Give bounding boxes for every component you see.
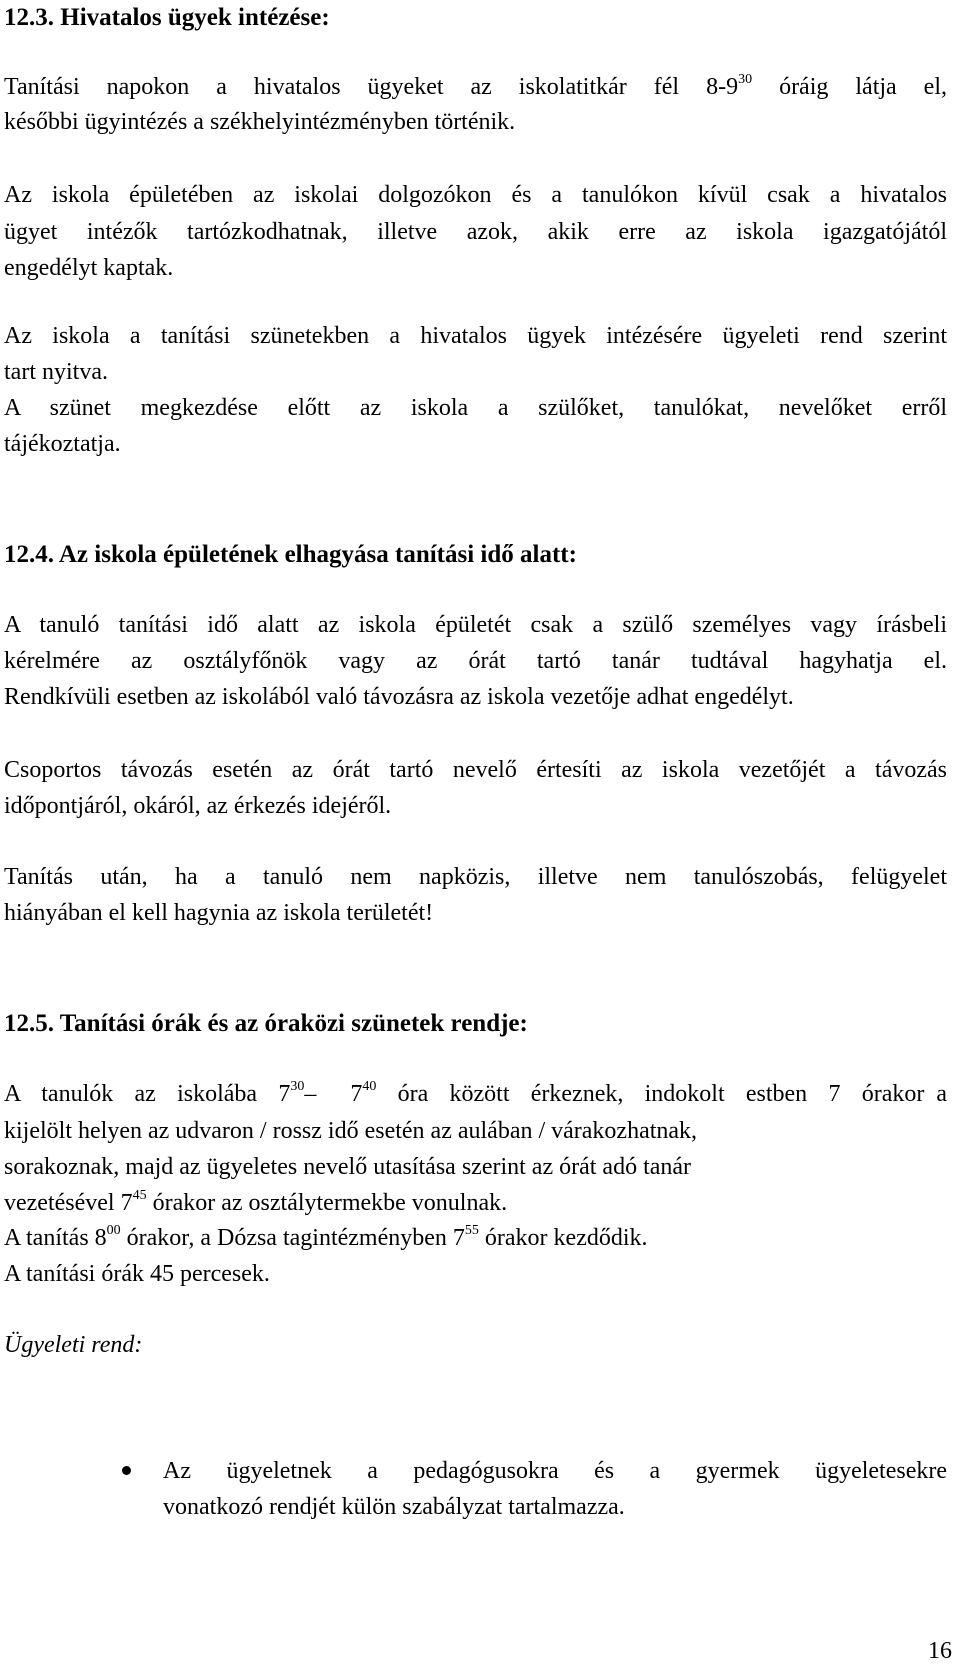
paragraph-line: sorakoznak, majd az ügyeletes nevelő utasítása szerint az órát adó tanár	[4, 1154, 692, 1180]
paragraph-line: Tanítás után, ha a tanuló nem napközis, illetve nem tanulószobás, felügyelet	[4, 864, 947, 890]
paragraph-line: A tanítás $8^{00}$ órakor, a Dózsa tagintézményben $7^{55}$ órakor kezdődik.	[4, 1223, 648, 1251]
paragraph-line: tájékoztatja.	[4, 431, 121, 457]
section-heading-12-3: 12.3. Hivatalos ügyek intézése:	[4, 4, 330, 31]
bullet-icon	[122, 1466, 131, 1475]
paragraph-line: későbbi ügyintézés a székhelyintézményben történik.	[4, 109, 516, 135]
paragraph-line: Az iskola a tanítási szünetekben a hivatalos ügyek intézésére ügyeleti rend szerint	[4, 323, 947, 349]
superscript: 45	[132, 1188, 147, 1203]
page-number: 16	[928, 1638, 952, 1664]
paragraph-line: Rendkívüli esetben az iskolából való távozásra az iskola vezetője adhat engedélyt.	[4, 684, 794, 710]
paragraph-line: A tanuló tanítási idő alatt az iskola épületét csak a szülő személyes vagy írásbeli	[4, 612, 947, 638]
paragraph-line: ügyet intézők tartózkodhatnak, illetve azok, akik erre az iskola igazgatójától	[4, 219, 947, 245]
superscript: 00	[106, 1223, 121, 1238]
paragraph-line: tart nyitva.	[4, 359, 108, 385]
section-heading-12-5: 12.5. Tanítási órák és az óraközi szünetek rendje:	[4, 1010, 528, 1037]
superscript: 55	[464, 1223, 479, 1238]
superscript: 30	[290, 1079, 305, 1094]
list-item-line: vonatkozó rendjét külön szabályzat tartalmazza.	[163, 1494, 625, 1520]
duty-rules-title: Ügyeleti rend:	[4, 1332, 143, 1358]
paragraph-line: Tanítási napokon a hivatalos ügyeket az iskolatitkár fél $8-9^{30}$ óráig látja el,	[4, 72, 947, 100]
paragraph-line: engedélyt kaptak.	[4, 255, 174, 281]
paragraph-line: A szünet megkezdése előtt az iskola a szülőket, tanulókat, nevelőket erről	[4, 395, 947, 421]
dash: –	[304, 1081, 317, 1107]
paragraph-line: Csoportos távozás esetén az órát tartó nevelő értesíti az iskola vezetőjét a távozás	[4, 757, 947, 783]
paragraph-line: vezetésével $7^{45}$ órakor az osztálytermekbe vonulnak.	[4, 1188, 508, 1216]
superscript: 40	[362, 1079, 377, 1094]
paragraph-line: időpontjáról, okáról, az érkezés idejéről.	[4, 793, 392, 819]
superscript: 30	[738, 72, 753, 87]
section-heading-12-4: 12.4. Az iskola épületének elhagyása tanítási idő alatt:	[4, 541, 577, 568]
paragraph-line: A tanítási órák 45 percesek.	[4, 1261, 270, 1287]
paragraph-line: Az iskola épületében az iskolai dolgozókon és a tanulókon kívül csak a hivatalos	[4, 182, 947, 208]
paragraph-line: hiányában el kell hagynia az iskola területét!	[4, 900, 434, 926]
paragraph-line: A tanulók az iskolába $7^{30}-$ $7^{40}$ óra között érkeznek, indokolt estben 7 órakor a	[4, 1079, 948, 1107]
paragraph-line: kérelmére az osztályfőnök vagy az órát tartó tanár tudtával hagyhatja el.	[4, 648, 947, 674]
list-item-line: Az ügyeletnek a pedagógusokra és a gyermek ügyeletesekre	[163, 1458, 947, 1484]
paragraph-line: kijelölt helyen az udvaron / rossz idő esetén az aulában / várakozhatnak,	[4, 1118, 698, 1144]
